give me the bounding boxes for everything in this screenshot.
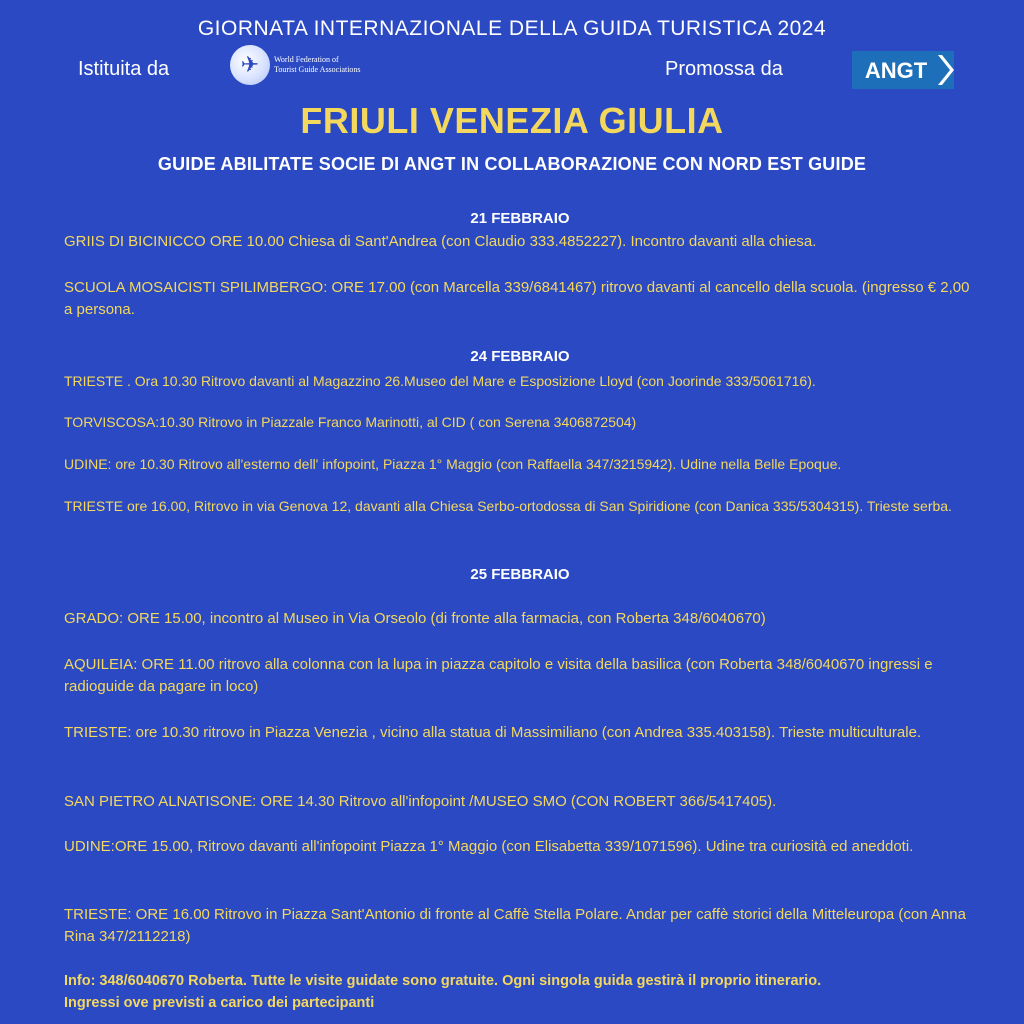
event-title: GIORNATA INTERNAZIONALE DELLA GUIDA TURISTICA 2024: [197, 17, 827, 40]
event-item: SCUOLA MOSAICISTI SPILIMBERGO: ORE 17.00 (con Marcella 339/6841467) ritrovo davanti al cancello della scuola. (ingresso € 2,00 a persona.: [64, 279, 970, 318]
region-title: FRIULI VENEZIA GIULIA: [300, 100, 724, 141]
wftga-logo: [230, 45, 394, 85]
wftga-line2: Tourist Guide Associations: [274, 65, 361, 74]
event-item: SAN PIETRO ALNATISONE: ORE 14.30 Ritrovo all'infopoint /MUSEO SMO (CON ROBERT 366/5417405).: [64, 793, 777, 810]
wftga-logo-text: [274, 55, 394, 75]
event-item: UDINE: ore 10.30 Ritrovo all'esterno dell' infopoint, Piazza 1° Maggio (con Raffaella 347/3215942). Udine nella Belle Epoque.: [64, 456, 842, 472]
promoted-by-label: Promossa da: [665, 58, 783, 80]
info-footer: [64, 970, 994, 1014]
established-by-label: Istituita da: [78, 58, 170, 80]
date-heading: 24 FEBBRAIO: [470, 348, 570, 365]
event-item: TRIESTE ore 16.00, Ritrovo in via Genova 12, davanti alla Chiesa Serbo-ortodossa di San Spiridione (con Danica 335/5304315). Trieste serba.: [64, 498, 952, 514]
event-item: AQUILEIA: ORE 11.00 ritrovo alla colonna con la lupa in piazza capitolo e visita della basilica (con Roberta 348/6040670 ingressi e radioguide da pagare in loco): [64, 656, 933, 695]
footer-line2: Ingressi ove previsti a carico dei partecipanti: [64, 995, 375, 1011]
angt-logo-text: ANGT: [864, 58, 928, 83]
event-item: GRIIS DI BICINICCO ORE 10.00 Chiesa di Sant'Andrea (con Claudio 333.4852227). Incontro davanti alla chiesa.: [64, 233, 817, 250]
subtitle: GUIDE ABILITATE SOCIE DI ANGT IN COLLABORAZIONE CON NORD EST GUIDE: [157, 154, 867, 174]
date-heading: 21 FEBBRAIO: [470, 210, 570, 227]
wftga-globe-icon: ✈: [230, 45, 270, 85]
event-item: TRIESTE . Ora 10.30 Ritrovo davanti al Magazzino 26.Museo del Mare e Esposizione Lloyd (con Joorinde 333/5061716).: [64, 373, 816, 389]
footer-line1: Info: 348/6040670 Roberta. Tutte le visite guidate sono gratuite. Ogni singola guida gestirà il proprio itinerario.: [64, 973, 822, 989]
event-item: TRIESTE: ORE 16.00 Ritrovo in Piazza Sant'Antonio di fronte al Caffè Stella Polare. Andar per caffè storici della Mitteleuropa (con Anna Rina 347/2112218): [64, 906, 966, 945]
date-heading: 25 FEBBRAIO: [470, 566, 570, 583]
event-item: GRADO: ORE 15.00, incontro al Museo in Via Orseolo (di fronte alla farmacia, con Roberta 348/6040670): [64, 610, 766, 627]
wftga-line1: World Federation of: [274, 55, 339, 64]
angt-logo: [852, 51, 954, 89]
event-item: TRIESTE: ore 10.30 ritrovo in Piazza Venezia , vicino alla statua di Massimiliano (con Andrea 335.403158). Trieste multiculturale.: [64, 724, 922, 741]
event-item: TORVISCOSA:10.30 Ritrovo in Piazzale Franco Marinotti, al CID ( con Serena 3406872504): [64, 414, 637, 430]
event-item: UDINE:ORE 15.00, Ritrovo davanti all'infopoint Piazza 1° Maggio (con Elisabetta 339/1071596). Udine tra curiosità ed aneddoti.: [64, 838, 914, 855]
